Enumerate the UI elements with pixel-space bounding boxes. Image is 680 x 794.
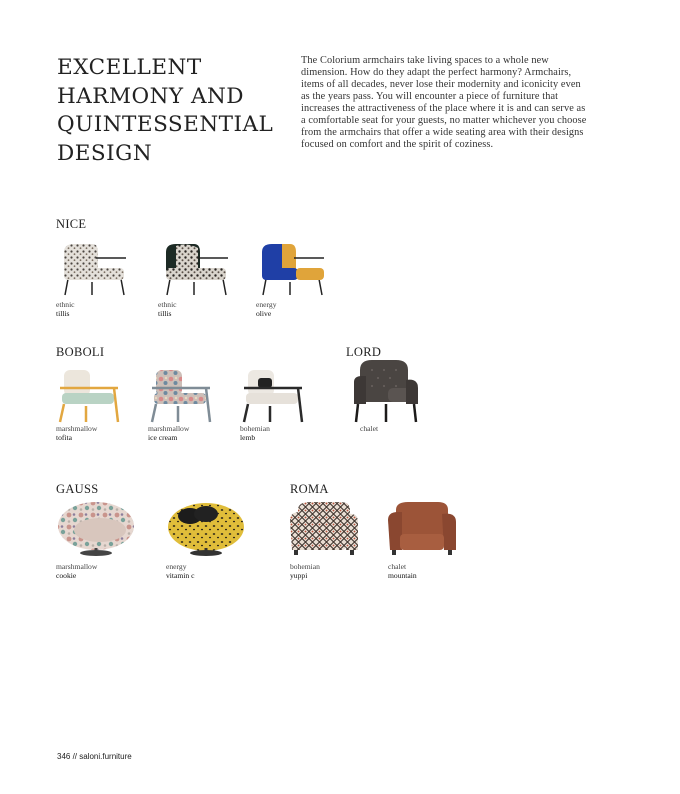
caption-nice-2: ethnic tillis xyxy=(158,300,177,318)
caption-lord-1: chalet xyxy=(360,424,379,433)
title-line-3: QUINTESSENTIAL xyxy=(57,112,274,137)
caption-boboli-1: marshmallow tofita xyxy=(56,424,98,442)
chair-image-gauss-marshmallow-cookie xyxy=(54,500,138,558)
section-title-lord: LORD xyxy=(346,345,382,359)
title-line-4: DESIGN xyxy=(57,140,153,166)
chair-image-boboli-bohemian-lemb xyxy=(240,366,306,424)
page-footer: 346 // saloni.furniture xyxy=(57,752,132,761)
title-line-1: EXCELLENT xyxy=(57,55,202,80)
caption-gauss-1: marshmallow cookie xyxy=(56,562,98,580)
chair-image-boboli-marshmallow-tofita xyxy=(56,366,122,424)
caption-roma-1: bohemian yuppi xyxy=(290,562,320,580)
section-title-boboli: BOBOLI xyxy=(56,345,105,359)
intro-paragraph: The Colorium armchairs take living spaces to a whole new dimension. How do they adapt the perfect harmony? Armchairs, items of all decades, never lose their modernity and iconicity even as the years pass. You will encounter a piece of furniture that increases the attractiveness of the place where it is and can serve as a comfortable seat for your guests, no matter whichever you choose from the armchairs that offer a wide seating area with their designs focused on comfort and the spirit of coziness. xyxy=(301,55,587,150)
caption-boboli-2: marshmallow ice cream xyxy=(148,424,190,442)
page-title xyxy=(57,54,287,168)
caption-roma-2: chalet mountain xyxy=(388,562,417,580)
section-title-gauss: GAUSS xyxy=(56,482,99,496)
chair-image-boboli-marshmallow-icecream xyxy=(148,366,214,424)
section-title-roma: ROMA xyxy=(290,482,329,496)
caption-nice-3: energy olive xyxy=(256,300,277,318)
chair-image-roma-chalet-mountain xyxy=(386,500,460,558)
caption-gauss-2: energy vitamin c xyxy=(166,562,195,580)
caption-nice-1: ethnic tillis xyxy=(56,300,75,318)
chair-image-nice-energy-olive xyxy=(256,238,328,298)
chair-image-nice-ethnic-tillis xyxy=(58,238,130,298)
title-line-2: HARMONY AND xyxy=(57,83,245,109)
section-title-nice: NICE xyxy=(56,217,87,231)
chair-image-gauss-energy-vitaminc xyxy=(164,500,248,558)
caption-boboli-3: bohemian lemb xyxy=(240,424,270,442)
chair-image-roma-bohemian-yuppi xyxy=(288,500,362,558)
chair-image-nice-ethnic-tillis-dark xyxy=(160,238,232,298)
chair-image-lord-chalet xyxy=(352,358,422,424)
